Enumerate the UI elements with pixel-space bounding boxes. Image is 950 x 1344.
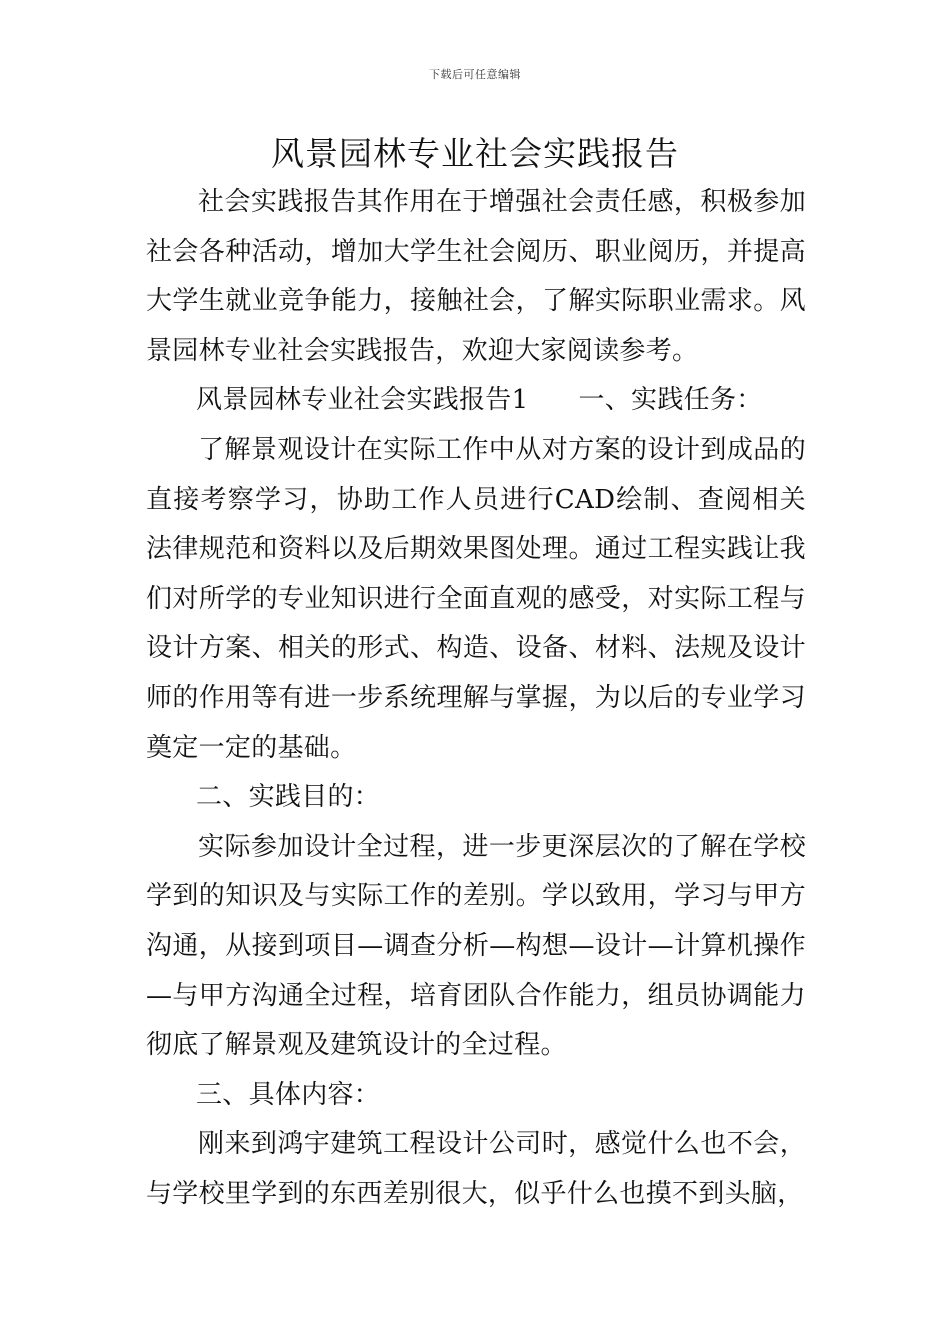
paragraph-task: 了解景观设计在实际工作中从对方案的设计到成品的直接考察学习，协助工作人员进行CAD绘制、查阅相关法律规范和资料以及后期效果图处理。通过工程实践让我们对所学的专业知识进行全面直观的感受，对实际工程与设计方案、相关的形式、构造、设备、材料、法规及设计师的作用等有进一步系统理解与掌握，为以后的专业学习奠定一定的基础。 xyxy=(146,434,806,763)
heading-content: 三、具体内容： xyxy=(196,1079,381,1110)
header-note: 下载后可任意编辑 xyxy=(429,68,521,81)
heading-task: 一、实践任务： xyxy=(578,385,763,416)
page-title: 风景园林专业社会实践报告 xyxy=(271,134,679,173)
report-label: 风景园林专业社会实践报告1 xyxy=(196,385,529,416)
paragraph-intro: 社会实践报告其作用在于增强社会责任感，积极参加社会各种活动，增加大学生社会阅历、职业阅历，并提高大学生就业竞争能力，接触社会，了解实际职业需求。风景园林专业社会实践报告，欢迎大家阅读参考。 xyxy=(146,187,806,366)
heading-purpose: 二、实践目的： xyxy=(196,782,381,813)
paragraph-content: 刚来到鸿宇建筑工程设计公司时，感觉什么也不会，与学校里学到的东西差别很大，似乎什么也摸不到头脑， xyxy=(146,1129,806,1209)
section-line xyxy=(146,376,806,426)
document-body xyxy=(146,178,806,1219)
paragraph-purpose: 实际参加设计全过程，进一步更深层次的了解在学校学到的知识及与实际工作的差别。学以致用，学习与甲方沟通，从接到项目—调查分析—构想—设计—计算机操作—与甲方沟通全过程，培育团队合作能力，组员协调能力彻底了解景观及建筑设计的全过程。 xyxy=(146,831,806,1061)
